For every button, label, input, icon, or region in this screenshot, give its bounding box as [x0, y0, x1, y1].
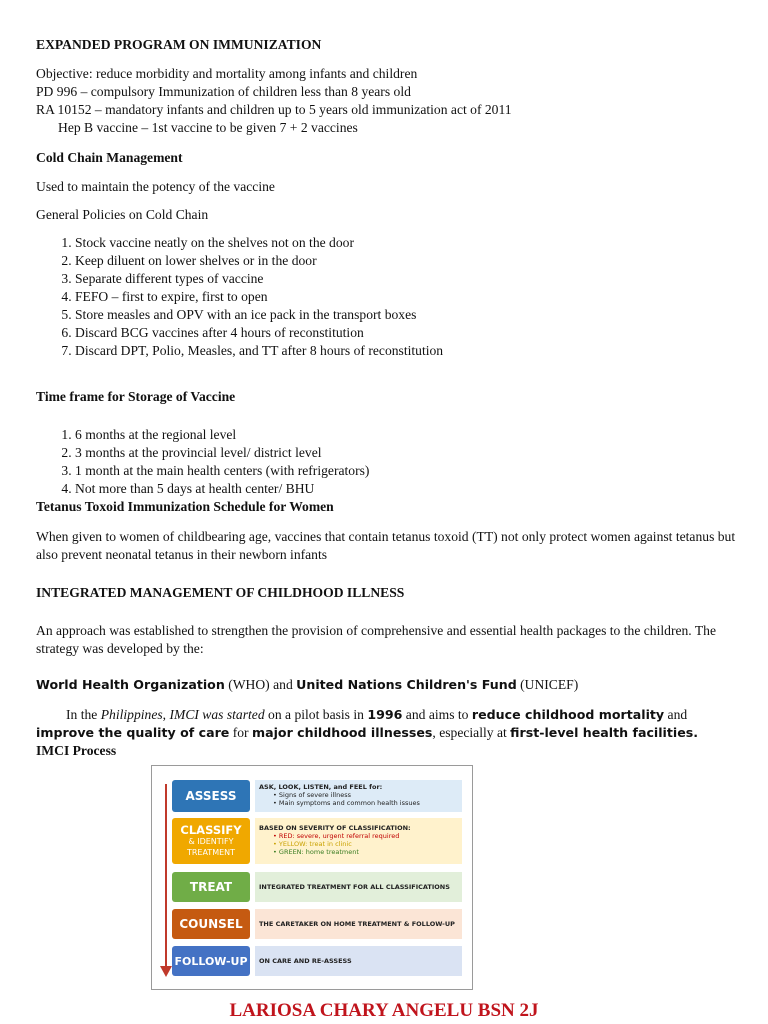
counsel-desc [255, 909, 462, 939]
timeframe-item: 2. 3 months at the provincial level/ district level [75, 444, 736, 462]
followup-label: FOLLOW-UP [174, 954, 248, 968]
classify-stage [172, 818, 250, 864]
heading-cold-chain: Cold Chain Management [36, 150, 183, 165]
assess-bullet-text: Signs of severe illness [278, 791, 352, 799]
treat-desc [255, 872, 462, 902]
epi-line-objective: Objective: reduce morbidity and mortality among infants and children [36, 66, 418, 81]
unicef-name: United Nations Children's Fund [296, 677, 517, 692]
imci-desc: An approach was established to strengthen the provision of comprehensive and essential health packages to the children. The strategy was developed by the: [36, 623, 716, 656]
classify-yellow-text: YELLOW: treat in clinic [278, 840, 352, 848]
followup-row [172, 946, 462, 976]
assess-title: ASK, LOOK, LISTEN, and FEEL for: [259, 783, 383, 791]
followup-stage [172, 946, 250, 976]
assess-label: ASSESS [185, 789, 237, 803]
counsel-text: THE CARETAKER ON HOME TREATMENT & FOLLOW-UP [259, 920, 455, 928]
process-arrow-line [165, 784, 167, 969]
timeframe-list [36, 426, 736, 498]
ph-text: improve the quality of care [36, 725, 230, 740]
counsel-row [172, 909, 462, 939]
policy-item: 5. Store measles and OPV with an ice pack in the transport boxes [75, 306, 736, 324]
treat-row [172, 872, 462, 902]
epi-line-hepb: Hep B vaccine – 1st vaccine to be given 7 + 2 vaccines [58, 120, 358, 135]
assess-bullet-text: Main symptoms and common health issues [278, 799, 420, 807]
classify-red: • RED: severe, urgent referral required [273, 832, 400, 840]
epi-line-ra10152: RA 10152 – mandatory infants and children up to 5 years old immunization act of 2011 [36, 102, 512, 117]
ph-text: , [162, 707, 170, 722]
ph-text: major childhood illnesses [251, 725, 433, 740]
assess-bullet: • Signs of severe illness [273, 791, 352, 799]
classify-title: BASED ON SEVERITY OF CLASSIFICATION: [259, 824, 411, 832]
classify-green: • GREEN: home treatment [273, 848, 359, 856]
document-page [36, 36, 736, 760]
ph-text: and [664, 707, 688, 722]
ph-text: and aims to [402, 707, 472, 722]
ph-text: first-level health facilities. [510, 725, 699, 740]
policy-item: 2. Keep diluent on lower shelves or in the door [75, 252, 736, 270]
timeframe-item: 4. Not more than 5 days at health center/ BHU [75, 480, 736, 498]
counsel-label: COUNSEL [179, 917, 243, 931]
heading-imci: INTEGRATED MANAGEMENT OF CHILDHOOD ILLNESS [36, 585, 405, 600]
policy-item: 3. Separate different types of vaccine [75, 270, 736, 288]
ph-text: reduce childhood mortality [471, 707, 665, 722]
timeframe-item: 3. 1 month at the main health centers (with refrigerators) [75, 462, 736, 480]
imci-process-diagram [151, 765, 473, 990]
treat-text: INTEGRATED TREATMENT FOR ALL CLASSIFICATIONS [259, 883, 450, 891]
classify-label: CLASSIFY [180, 822, 242, 837]
policy-item: 7. Discard DPT, Polio, Measles, and TT after 8 hours of reconstitution [75, 342, 736, 360]
treat-stage [172, 872, 250, 902]
philippines-paragraph [36, 706, 736, 742]
policy-item: 4. FEFO – first to expire, first to open [75, 288, 736, 306]
heading-tt: Tetanus Toxoid Immunization Schedule for Women [36, 499, 334, 514]
cold-chain-desc: Used to maintain the potency of the vaccine [36, 179, 275, 194]
process-arrow-head [160, 966, 172, 977]
ph-text: , especially at [432, 725, 511, 740]
counsel-stage [172, 909, 250, 939]
classify-yellow: • YELLOW: treat in clinic [273, 840, 352, 848]
classify-row [172, 818, 462, 864]
policy-item: 1. Stock vaccine neatly on the shelves not on the door [75, 234, 736, 252]
followup-desc [255, 946, 462, 976]
classify-label: TREATMENT [186, 847, 236, 857]
ph-text: IMCI was started [169, 707, 265, 722]
classify-red-text: RED: severe, urgent referral required [278, 832, 400, 840]
heading-timeframe: Time frame for Storage of Vaccine [36, 389, 236, 404]
treat-label: TREAT [189, 880, 233, 894]
timeframe-item: 1. 6 months at the regional level [75, 426, 736, 444]
epi-line-pd996: PD 996 – compulsory Immunization of children less than 8 years old [36, 84, 411, 99]
ph-text: In the [66, 707, 101, 722]
ph-text: on a pilot basis in [264, 707, 368, 722]
tt-desc: When given to women of childbearing age, vaccines that contain tetanus toxoid (TT) not only protect women against tetanus but also prevent neonatal tetanus in their newborn infants [36, 529, 736, 562]
assess-desc [255, 780, 462, 812]
assess-bullet: • Main symptoms and common health issues [273, 799, 420, 807]
classify-label: & IDENTIFY [188, 836, 234, 846]
followup-text: ON CARE AND RE-ASSESS [259, 957, 352, 965]
unicef-abbr: (UNICEF) [516, 677, 579, 692]
who-name: World Health Organization [36, 677, 225, 692]
policies-list [36, 234, 736, 360]
ph-text: Philippines [100, 707, 163, 722]
heading-epi: EXPANDED PROGRAM ON IMMUNIZATION [36, 37, 322, 52]
assess-stage [172, 780, 250, 812]
assess-row [172, 780, 462, 812]
ph-text: for [229, 725, 252, 740]
author-footer: LARIOSA CHARY ANGELU BSN 2J [229, 1000, 539, 1021]
classify-green-text: GREEN: home treatment [278, 848, 359, 856]
policies-title: General Policies on Cold Chain [36, 207, 209, 222]
imci-process-label: IMCI Process [36, 743, 117, 758]
classify-desc [255, 818, 462, 864]
orgs-line [36, 676, 736, 694]
ph-text: 1996 [367, 707, 403, 722]
policy-item: 6. Discard BCG vaccines after 4 hours of reconstitution [75, 324, 736, 342]
who-abbr: (WHO) and [224, 677, 297, 692]
